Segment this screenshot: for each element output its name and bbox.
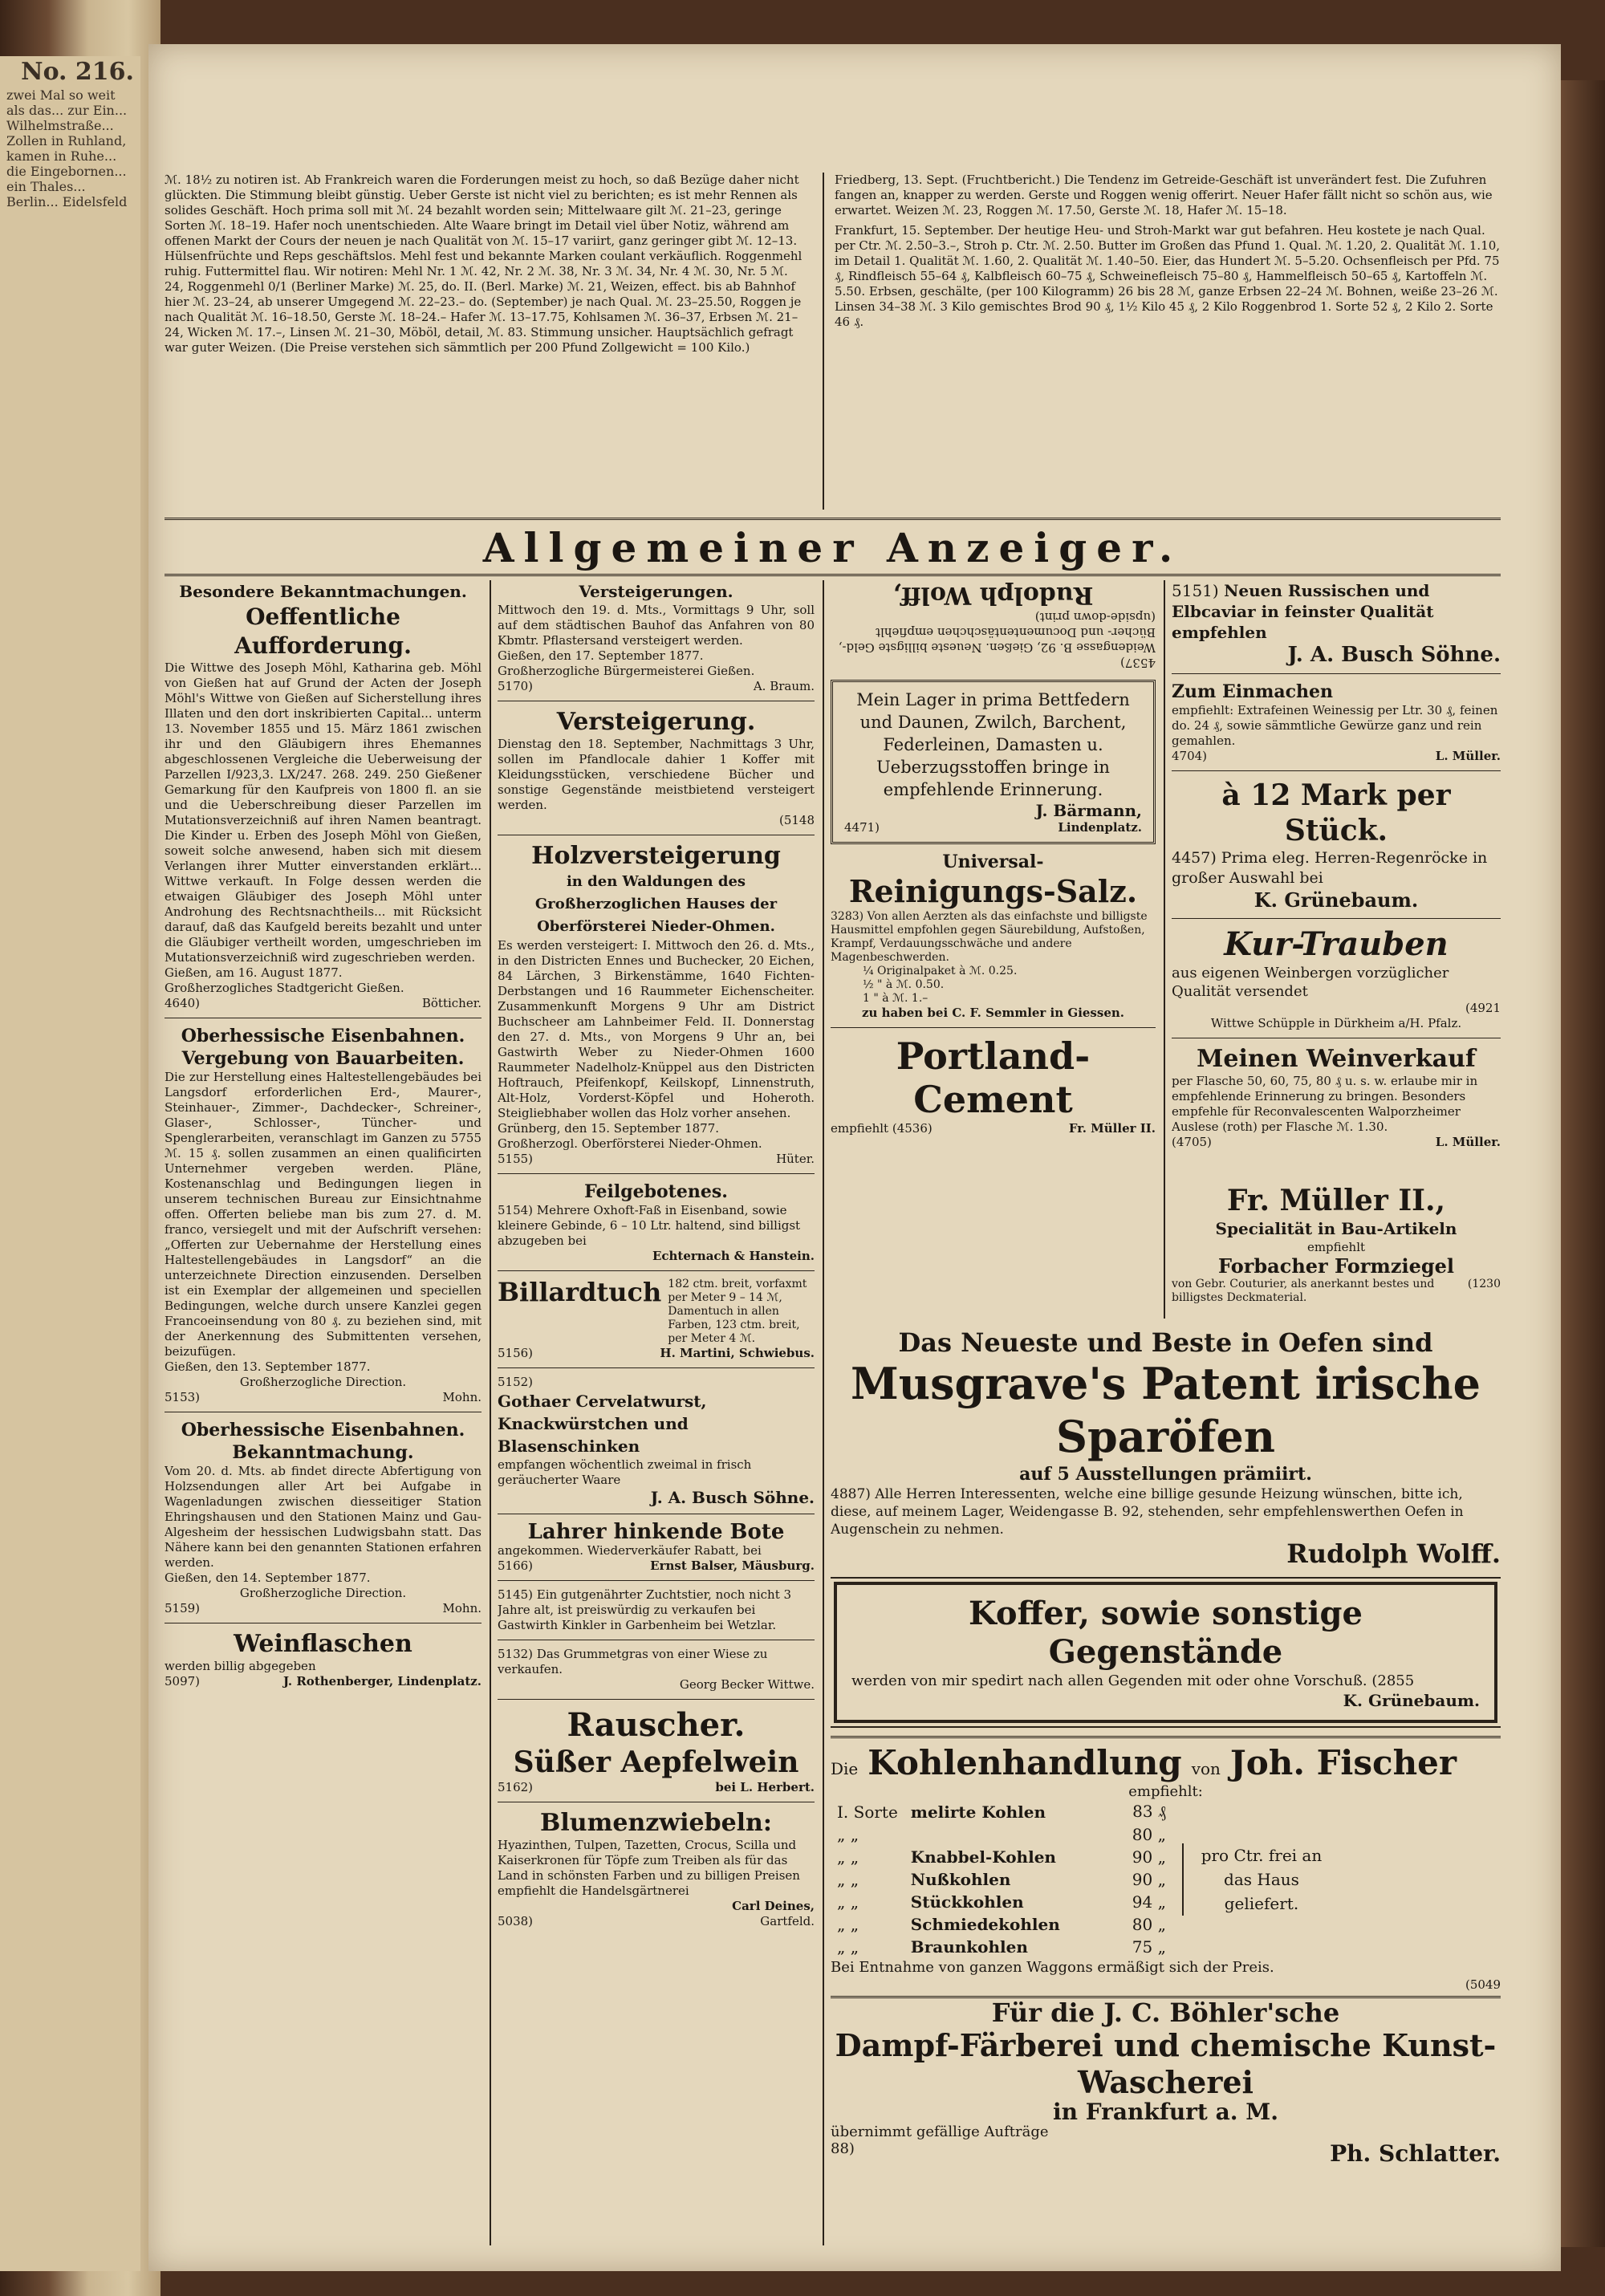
ad-ref: 4704)	[1172, 749, 1208, 763]
ad-subheading: in den Waldungen des Großherzoglichen Hauses der Oberförsterei Nieder-Ohmen.	[534, 873, 778, 935]
ad-ref: (1230	[1467, 1278, 1501, 1290]
coal-name: Schmiedekohlen	[910, 1915, 1060, 1934]
ad-body: per Flasche 50, 60, 75, 80 ₰ u. s. w. erlaube mir in empfehlende Erinnerung zu bringen. Besonders empfehle für Reconvalescenten Walporzheimer Auslese (roth) per Flasche ℳ. 1.30.	[1172, 1074, 1478, 1134]
ad-signature: J. A. Busch Söhne.	[1287, 643, 1501, 667]
column-rule	[1164, 580, 1165, 1319]
ad-heading: Kur-Trauben	[1224, 925, 1449, 963]
coal-sorte: „ „	[837, 1825, 859, 1844]
coal-name: Braunkohlen	[910, 1937, 1028, 1957]
ad-ref: 5162)	[498, 1780, 534, 1794]
ad-ref: 5170)	[498, 679, 534, 693]
market-report-left: ℳ. 18½ zu notiren ist. Ab Frankreich waren die Forderungen meist zu hoch, so daß Bezüge daher nicht glückten. Die Stimmung bleibt günstig. Ueber Gerste ist nicht viel zu berichten; es ist mehr Rennen als solides Geschäft. Hoch prima soll mit ℳ. 24 bezahlt worden sein; Mittelwaare gilt ℳ. 21–23, geringe Sorten ℳ. 18–19. Hafer noch unentschieden. Alte Waare bringt im Detail viel über Notiz, während am offenen Markt der Cours der neuen je nach Qualität von ℳ. 15–17 variirt, ganz geringer gibt ℳ. 12–13. Hülsenfrüchte und Reps geschäftslos. Mehl fest und bekannte Marken coulant verkäuflich. Roggenmehl ruhig. Futtermittel flau. Wir notiren: Mehl Nr. 1 ℳ. 42, Nr. 2 ℳ. 38, Nr. 3 ℳ. 34, Nr. 4 ℳ. 30, Nr. 5 ℳ. 24, Roggenmehl 0/1 (Berliner Marke) ℳ. 25, do. II. (Berl. Marke) ℳ. 21, Weizen, effect. bis ab Bahnhof hier ℳ. 23–24, ab unserer Umgegend ℳ. 22–23.– do. (September) je nach Qual. ℳ. 23–25.50, Roggen je nach Qualität ℳ. 16–18.50, Gerste ℳ. 18–24.– Hafer ℳ. 13–17.75, Kohlsamen ℳ. 36–37, Erbsen ℳ. 21–24, Wicken ℳ. 17.–, Linsen ℳ. 21–30, Möböl, detail, ℳ. 83. Stimmung unsicher. Hauptsächlich gefragt war guter Weizen. (Die Preise verstehen sich sämmtlich per 200 Pfund Zollgewicht = 100 Kilo.)	[165, 173, 802, 355]
section-heading: Besondere Bekanntmachungen.	[179, 582, 467, 601]
ad-body: 3283) Von allen Aerzten als das einfachste und billigste Hausmittel empfohlen gegen Säurebildung, Aufstoßen, Krampf, Verdauungsschwäche und andere Magenbeschwerden.	[831, 910, 1148, 964]
column-rule	[490, 580, 491, 2245]
ad-ref: 5097)	[165, 1674, 201, 1688]
coal-price: 90 „	[1132, 1870, 1166, 1889]
notice-date: Gießen, am 16. August 1877.	[165, 965, 343, 980]
ad-heading: Portland-Cement	[896, 1034, 1091, 1121]
ad-body: empfiehlt: Extrafeinen Weinessig per Ltr. 30 ₰, feinen do. 24 ₰, sowie sämmtliche Gewürze ganz und rein gemahlen.	[1172, 703, 1498, 748]
wide-ads	[831, 1328, 1501, 2245]
price-line: ½ " à ℳ. 0.50.	[863, 978, 945, 991]
ad-body: empfiehlt	[1306, 1240, 1366, 1254]
ad-heading: Lahrer hinkende Bote	[527, 1520, 785, 1544]
ad-heading: Versteigerung.	[556, 708, 756, 736]
ad-ref: (4921	[1465, 1001, 1501, 1015]
coal-row	[831, 1891, 1172, 1913]
ad-heading: Gothaer Cervelatwurst, Knackwürstchen und Blasenschinken	[498, 1392, 707, 1456]
price-line: ¼ Originalpaket à ℳ. 0.25.	[863, 965, 1018, 977]
ad-body: 5145) Ein gutgenährter Zuchtstier, noch nicht 3 Jahre alt, ist preiswürdig zu verkaufen bei Gastwirth Kinkler in Garbenheim bei Wetzlar.	[498, 1587, 792, 1632]
coal-row	[831, 1846, 1172, 1868]
ad-ref: (4705)	[1172, 1135, 1212, 1149]
ad-heading: Koffer, sowie sonstige Gegenstände	[969, 1595, 1363, 1671]
ad-signature: L. Müller.	[1435, 1135, 1501, 1149]
coal-name: Knabbel-Kohlen	[910, 1847, 1056, 1867]
koffer-ad	[834, 1582, 1497, 1723]
column-rule	[823, 173, 824, 510]
coal-price: 90 „	[1132, 1847, 1166, 1867]
ad-signature: Fr. Müller II.	[1068, 1121, 1156, 1136]
ad-heading: Musgrave's Patent irische Sparöfen	[851, 1358, 1481, 1462]
coal-price-table	[831, 1800, 1172, 1958]
ad-ref: (5049	[1465, 1977, 1501, 1992]
ad-body: von Gebr. Couturier, als anerkannt bestes und billigstes Deckmaterial.	[1172, 1278, 1435, 1304]
ad-body: empfiehlt:	[1128, 1783, 1203, 1800]
column-rule	[823, 580, 824, 2245]
ad-body: 5132) Das Grummetgras von einer Wiese zu verkaufen.	[498, 1647, 768, 1676]
ad-ref: 4537)	[1119, 656, 1156, 670]
ad-court: Großherzogl. Oberförsterei Nieder-Ohmen.	[498, 1136, 762, 1151]
market-report-right	[835, 173, 1501, 510]
ad-body: empfangen wöchentlich zweimal in frisch geräucherter Waare	[498, 1457, 752, 1487]
ad-body: Dienstag den 18. September, Nachmittags 3 Uhr, sollen im Pfandlocale dahier 1 Koffer mit Kleidungsstücken, verschiedene Bücher und sonstige Gegenstände meistbietend versteigert werden.	[498, 737, 815, 812]
ad-date: Grünberg, den 15. September 1877.	[498, 1121, 720, 1136]
coal-sorte: „ „	[837, 1870, 859, 1889]
ad-body: Weidengasse B. 92, Gießen. Neueste billigste Geld-, Bücher- und Documententäschchen empfiehlt (upside-down print)	[838, 610, 1156, 655]
ad-heading: Fr. Müller II.,	[1226, 1184, 1446, 1217]
ad-box	[831, 680, 1156, 844]
ad-signature: zu haben bei C. F. Semmler in Giessen.	[861, 1006, 1124, 1020]
coal-row	[831, 1913, 1172, 1936]
ad-signature: A. Braum.	[753, 679, 815, 693]
coal-name: Stückkohlen	[910, 1892, 1024, 1912]
ad-ref: 5156)	[498, 1346, 534, 1360]
facing-page-number: No. 216.	[21, 58, 134, 86]
ad-signature: Ernst Balser, Mäusburg.	[650, 1558, 815, 1573]
notice-subheading: Bekanntmachung.	[232, 1442, 414, 1463]
ad-ref: (5148	[778, 813, 815, 827]
ad-body: 182 ctm. breit, vorfaxmt per Meter 9 – 14 ℳ, Damentuch in allen Farben, 123 ctm. breit, per Meter 4 ℳ.	[668, 1278, 807, 1345]
ad-body: von	[1191, 1759, 1221, 1778]
coal-price: 94 „	[1132, 1892, 1166, 1912]
notice-ref: 5159)	[165, 1601, 201, 1615]
section-heading: Versteigerungen.	[579, 582, 733, 601]
section-heading: Feilgebotenes.	[584, 1181, 728, 1202]
ad-ref: 5155)	[498, 1152, 534, 1166]
notice-date: Gießen, den 14. September 1877.	[165, 1571, 371, 1585]
price-line: 1 " à ℳ. 1.–	[863, 992, 928, 1005]
newspaper-page	[148, 44, 1561, 2271]
coal-row	[831, 1800, 1172, 1823]
notice-ref: 4640)	[165, 996, 201, 1010]
ad-body: empfiehlt (4536)	[831, 1121, 933, 1136]
column-3	[831, 580, 1156, 1319]
ad-ref: 5166)	[498, 1558, 534, 1573]
ad-body: 4457) Prima eleg. Herren-Regenröcke in großer Auswahl bei	[1172, 849, 1488, 887]
coal-sorte: „ „	[837, 1892, 859, 1912]
ad-signature: Ph. Schlatter.	[1330, 2140, 1501, 2167]
ad-heading: Rauscher.	[567, 1706, 746, 1744]
column-2	[498, 580, 815, 2245]
ad-body: angekommen. Wiederverkäufer Rabatt, bei	[498, 1543, 762, 1558]
ad-heading: Weinflaschen	[234, 1630, 412, 1658]
ad-ref: 5038)	[498, 1914, 534, 1928]
market-frankfurt: Frankfurt, 15. September. Der heutige Heu- und Stroh-Markt war gut befahren. Heu kostete je nach Qual. per Ctr. ℳ. 2.50–3.–, Stroh p. Ctr. ℳ. 2.50. Butter im Großen das Pfund 1. Qual. ℳ. 1.20, 2. Qualität ℳ. 1.10, im Detail 1. Qualität ℳ. 1.60, 2. Qualität ℳ. 1.40–50. Eier, das Hundert ℳ. 5–5.20. Ochsenfleisch per Pfd. 75 ₰, Rindfleisch 55–64 ₰, Kalbfleisch 60–75 ₰, Schweinefleisch 75–80 ₰, Hammelfleisch 50–65 ₰, Kartoffeln ℳ. 5.50. Erbsen, geschälte, (per 100 Kilogramm) 26 bis 28 ℳ, ganze Erbsen 22–24 ℳ. Bohnen, weiße 23–26 ℳ. Linsen 34–38 ℳ. 3 Kilo gemischtes Brod 90 ₰, 1½ Kilo 45 ₰, 2 Kilo Roggenbrod 1. Sorte 52 ₰, 2 Kilo 2. Sorte 46 ₰.	[835, 223, 1501, 329]
banner-title: Allgemeiner Anzeiger.	[482, 524, 1183, 571]
coal-sorte: „ „	[837, 1937, 859, 1957]
ad-body: übernimmt gefällige Aufträge	[831, 2123, 1049, 2140]
ad-place: Gartfeld.	[760, 1914, 815, 1928]
divider	[165, 574, 1501, 576]
notice-subheading: Vergebung von Bauarbeiten.	[181, 1048, 465, 1069]
ad-heading: Blumenzwiebeln:	[540, 1809, 772, 1837]
ad-heading: Das Neueste und Beste in Oefen sind	[898, 1328, 1433, 1358]
ad-signature: H. Martini, Schwiebus.	[660, 1346, 815, 1360]
ad-signature: Echternach & Hanstein.	[652, 1249, 815, 1263]
coal-name: Nußkohlen	[910, 1870, 1011, 1889]
ad-signature: Georg Becker Wittwe.	[679, 1677, 815, 1692]
ad-heading: Meinen Weinverkauf	[1197, 1045, 1476, 1073]
ad-subheading: auf 5 Ausstellungen prämiirt.	[1019, 1464, 1312, 1485]
coal-note: pro Ctr. frei an das Haus geliefert.	[1182, 1843, 1330, 1916]
notice-court: Großherzogliche Direction.	[239, 1375, 407, 1389]
ad-heading: Universal-	[942, 851, 1044, 872]
ad-ref: 5152)	[498, 1375, 534, 1389]
ad-signature: K. Grünebaum.	[1343, 1691, 1480, 1710]
ad-signature: bei L. Herbert.	[715, 1780, 815, 1794]
ad-heading: Billardtuch	[498, 1277, 662, 1307]
notice-signature: Bötticher.	[421, 996, 482, 1010]
book-edge	[1561, 80, 1605, 2247]
notice-court: Großherzogliches Stadtgericht Gießen.	[165, 981, 404, 995]
ad-body: Neuen Russischen und Elbcaviar in feinster Qualität empfehlen	[1172, 581, 1434, 642]
ad-body: Die	[831, 1759, 859, 1778]
notice-signature: Mohn.	[442, 1390, 482, 1404]
fr-mueller-ad	[1172, 1184, 1501, 1320]
ad-signature: J. A. Busch Söhne.	[650, 1488, 815, 1507]
ad-signature: L. Müller.	[1435, 749, 1501, 763]
ad-body: werden billig abgegeben	[165, 1659, 316, 1673]
ad-signature: Wittwe Schüpple in Dürkheim a/H. Pfalz.	[1210, 1016, 1462, 1030]
notice-date: Gießen, den 13. September 1877.	[165, 1359, 371, 1374]
market-friedberg: Friedberg, 13. Sept. (Fruchtbericht.) Die Tendenz im Getreide-Geschäft ist unverändert fest. Die Zufuhren fangen an, knapper zu werden. Gerste und Roggen wenig offerirt. Neuer Hafer fällt nicht so schön aus, wie erwartet. Weizen ℳ. 23, Roggen ℳ. 17.50, Gerste ℳ. 18, Hafer ℳ. 15–18.	[835, 173, 1493, 217]
coal-price: 80 „	[1132, 1915, 1166, 1934]
ad-ref: 5151)	[1172, 581, 1219, 600]
ad-signature: J. Bärmann,	[1035, 801, 1142, 820]
ad-heading: à 12 Mark per Stück.	[1221, 778, 1451, 847]
ad-heading: Für die J. C. Böhler'sche	[991, 1997, 1340, 2028]
ad-body: Bei Entnahme von ganzen Waggons ermäßigt sich der Preis.	[831, 1959, 1274, 1976]
ad-body: 4887) Alle Herren Interessenten, welche eine billige gesunde Heizung wünschen, bitte ich, diese, auf meinem Lager, Weidengasse B. 92, stehenden, sehr empfehlenswerthen Oefen in Augenschein zu nehmen.	[831, 1486, 1464, 1538]
ad-body: Mein Lager in prima Bettfedern und Daunen, Zwilch, Barchent, Federleinen, Damasten u. Ueberzugsstoffen bringe in empfehlende Erinnerung.	[856, 690, 1130, 799]
ad-heading: Joh. Fischer	[1229, 1743, 1457, 1782]
notice-signature: Mohn.	[442, 1601, 482, 1615]
ad-signature: Carl Deines,	[732, 1899, 815, 1913]
ad-heading: Kohlenhandlung	[868, 1743, 1182, 1782]
ad-heading: Dampf-Färberei und chemische Kunst-Wascherei	[835, 2027, 1497, 2100]
coal-price: 83 ₰	[1132, 1802, 1166, 1821]
coal-row	[831, 1823, 1172, 1846]
upside-down-ad	[831, 580, 1156, 670]
coal-row	[831, 1868, 1172, 1891]
coal-sorte: „ „	[837, 1915, 859, 1934]
notice-heading: Oberhessische Eisenbahnen.	[181, 1026, 465, 1046]
ad-heading: Forbacher Formziegel	[1218, 1254, 1454, 1278]
ad-body: 5154) Mehrere Oxhoft-Faß in Eisenband, sowie kleinere Gebinde, 6 – 10 Ltr. haltend, sind billigst abzugeben bei	[498, 1203, 801, 1248]
ad-body: aus eigenen Weinbergen vorzüglicher Qualität versendet	[1172, 965, 1449, 1000]
ad-heading: Reinigungs-Salz.	[848, 873, 1138, 909]
coal-row	[831, 1936, 1172, 1958]
ad-heading: Holzversteigerung	[531, 842, 781, 870]
ad-subheading: Süßer Aepfelwein	[513, 1745, 799, 1779]
coal-price: 75 „	[1132, 1937, 1166, 1957]
coal-sorte: „ „	[837, 1847, 859, 1867]
coal-sorte: I. Sorte	[837, 1802, 898, 1822]
ad-signature: J. Rothenberger, Lindenplatz.	[282, 1674, 482, 1688]
notice-body: Vom 20. d. Mts. ab findet directe Abfertigung von Holzsendungen aller Art bei Aufgabe in Wagenladungen zwischen diesseitiger Station Ehringshausen und den Stationen Mainz und Gau-Algesheim der hessischen Ludwigsbahn statt. Das Nähere kann bei den genannten Stationen erfahren werden.	[165, 1464, 482, 1570]
ad-heading: Zum Einmachen	[1172, 681, 1334, 702]
ad-place: Lindenplatz.	[1058, 820, 1142, 835]
notice-heading: Oberhessische Eisenbahnen.	[181, 1420, 465, 1441]
notice-court: Großherzogliche Direction.	[239, 1586, 407, 1600]
divider	[165, 518, 1501, 520]
ad-date: Gießen, den 17. September 1877.	[498, 648, 704, 663]
ad-body: Mittwoch den 19. d. Mts., Vormittags 9 Uhr, soll auf dem städtischen Bauhof das Anfahren von 80 Kbmtr. Pflastersand versteigert werden.	[498, 603, 815, 648]
notice-body: Die zur Herstellung eines Haltestellengebäudes bei Langsdorf erforderlichen Erd-, Maurer-, Steinhauer-, Zimmer-, Dachdecker-, Schreiner-, Glaser-, Schlosser-, Tüncher- und Spenglerarbeiten, veranschlagt im Ganzen zu 5755 ℳ. 15 ₰. sollen zusammen an einen qualificirten Unternehmer vergeben werden. Pläne, Kostenanschlag und Bedingungen liegen in unserem technischen Bureau zur Einsichtnahme offen. Offerten beliebe man bis zum 27. d. M. franco, versiegelt und mit der Aufschrift versehen: „Offerten zur Uebernahme der Herstellung eines Haltestellengebäudes in Langsdorf“ an die unterzeichnete Direction einzusenden. Derselben ist ein Exemplar der allgemeinen und speciellen Bedingungen, welche durch unsere Kanzlei gegen Francoeinsendung von 80 ₰. zu beziehen sind, mit der Anerkennung des Submittenten versehen, beizufügen.	[165, 1070, 482, 1359]
notice-body: Die Wittwe des Joseph Möhl, Katharina geb. Möhl von Gießen hat auf Grund der Acten der Joseph Möhl's Wittwe von Gießen auf Sicherstellung ihres Illaten und den dort inskribierten Capital... unterm 13. November 1855 und 15. März 1861 zwischen ihr und den Gläubigern ihres Ehemannes abgeschlossenen Vergleiche die Ueberweisung der Parzellen I/923,3. LX/247. 268. 249. 250 Gießener Gemarkung für den Kaufpreis von 1800 fl. an sie und die Ueberschreibung dieser Parzellen im Mutationsverzeichniß auf ihren Namen beantragt. Die Kinder u. Erben des Joseph Möhl von Gießen, soweit solche anwesend, haben sich mit diesem Verlangen ihrer Mutter einverstanden erklärt... Wittwe verkauft. In Folge dessen werden die etwaigen Gläubiger des Joseph Möhl unter Androhung des Rechtsnachtheils... mit Rücksicht darauf, daß das Kaufgeld bereits bezahlt und unter die Gläubiger vertheilt worden, umgeschrieben im Mutationsverzeichniß wird zugeschrieben werden.	[165, 660, 482, 965]
ad-subheading: Specialität in Bau-Artikeln	[1215, 1219, 1457, 1238]
coal-name	[904, 1823, 1126, 1846]
notice-heading: Oeffentliche Aufforderung.	[234, 603, 412, 659]
ad-body: Es werden versteigert: I. Mittwoch den 26. d. Mts., in den Districten Ennes und Buchecker, 20 Eichen, 84 Lärchen, 3 Birkenstämme, 1640 Fichten-Derbstangen und 16 Raummeter Eichenscheiter. Zusammenkunft Morgens 9 Uhr am District Buchscheer am Lahnbeimer Feld. II. Donnerstag den 27. d. Mts., von Morgens 9 Uhr an, bei Gastwirth Weber zu Nieder-Ohmen 1600 Raummeter Nadelholz-Knüppel aus den Districten Hoftrauch, Pfeifenkopf, Keilskopf, Linnenstruth, Alt-Holz, Vorderst-Köpfel und Hoheroth. Steigliebhaber wollen das Holz vorher ansehen.	[498, 938, 815, 1120]
ad-signature: Rudolph Wolff.	[1286, 1538, 1501, 1569]
coal-name: melirte Kohlen	[910, 1802, 1046, 1822]
ad-body: Hyazinthen, Tulpen, Tazetten, Crocus, Scilla und Kaiserkronen für Töpfe zum Treiben als für das Land in schönsten Farben und zu billigen Preisen empfiehlt die Handelsgärtnerei	[498, 1838, 800, 1898]
ad-heading: Rudolph Wolff,	[892, 581, 1094, 609]
ad-subheading: in Frankfurt a. M.	[1053, 2099, 1278, 2125]
column-1	[165, 580, 482, 2245]
facing-page	[0, 56, 140, 2271]
facing-page-text: zwei Mal so weit als das... zur Ein... Wilhelmstraße... Zollen in Ruhland, kamen in Ruhe... die Eingebornen... ein Thales... Berlin... Eidelsfeld	[6, 87, 128, 209]
ad-ref: 4471)	[844, 820, 880, 835]
coal-price: 80 „	[1132, 1825, 1166, 1844]
ad-court: Großherzogliche Bürgermeisterei Gießen.	[498, 664, 755, 678]
ad-ref: 88)	[831, 2140, 855, 2157]
notice-ref: 5153)	[165, 1390, 201, 1404]
ad-signature: Hüter.	[776, 1152, 815, 1166]
ad-body: werden von mir spedirt nach allen Gegenden mit oder ohne Vorschuß. (2855	[851, 1672, 1415, 1689]
ad-signature: K. Grünebaum.	[1254, 888, 1419, 912]
